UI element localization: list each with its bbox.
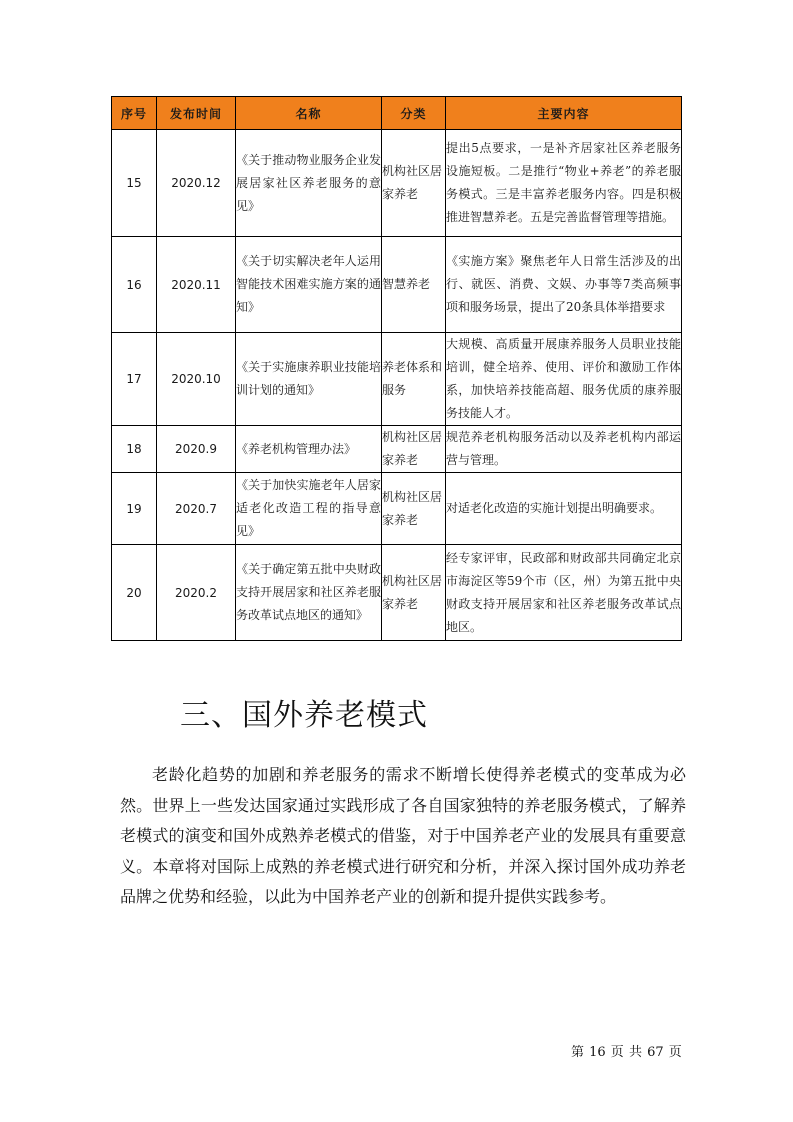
page-number-footer: 第 16 页 共 67 页 xyxy=(571,1045,682,1060)
row-date: 2020.10 xyxy=(157,333,236,426)
table-row xyxy=(112,333,682,426)
row-content: 对适老化改造的实施计划提出明确要求。 xyxy=(446,473,682,545)
row-content: 大规模、高质量开展康养服务人员职业技能培训，健全培养、使用、评价和激励工作体系，加快培养技能高超、服务优质的康养服务技能人才。 xyxy=(446,333,682,426)
row-name: 《关于确定第五批中央财政支持开展居家和社区养老服务改革试点地区的通知》 xyxy=(236,545,382,641)
table-row xyxy=(112,130,682,237)
row-date: 2020.12 xyxy=(157,130,236,237)
header-content: 主要内容 xyxy=(446,97,682,130)
row-date: 2020.11 xyxy=(157,237,236,333)
row-category: 养老体系和服务 xyxy=(382,333,446,426)
row-name: 《关于实施康养职业技能培训计划的通知》 xyxy=(236,333,382,426)
row-name: 《关于切实解决老年人运用智能技术困难实施方案的通知》 xyxy=(236,237,382,333)
header-category: 分类 xyxy=(382,97,446,130)
header-seq: 序号 xyxy=(112,97,157,130)
row-seq: 17 xyxy=(112,333,157,426)
policy-table xyxy=(111,96,682,641)
row-category: 机构社区居家养老 xyxy=(382,426,446,473)
row-seq: 18 xyxy=(112,426,157,473)
row-content: 规范养老机构服务活动以及养老机构内部运营与管理。 xyxy=(446,426,682,473)
row-seq: 15 xyxy=(112,130,157,237)
row-date: 2020.7 xyxy=(157,473,236,545)
row-content: 提出5点要求，一是补齐居家社区养老服务设施短板。二是推行“物业+养老”的养老服务模式。三是丰富养老服务内容。四是积极推进智慧养老。五是完善监督管理等措施。 xyxy=(446,130,682,237)
header-date: 发布时间 xyxy=(157,97,236,130)
row-seq: 20 xyxy=(112,545,157,641)
row-category: 机构社区居家养老 xyxy=(382,130,446,237)
row-content: 经专家评审，民政部和财政部共同确定北京市海淀区等59个市（区，州）为第五批中央财政支持开展居家和社区养老服务改革试点地区。 xyxy=(446,545,682,641)
body-paragraph: 老龄化趋势的加剧和养老服务的需求不断增长使得养老模式的变革成为必然。世界上一些发达国家通过实践形成了各自国家独特的养老服务模式，了解养老模式的演变和国外成熟养老模式的借鉴，对于中国养老产业的发展具有重要意义。本章将对国际上成熟的养老模式进行研究和分析，并深入探讨国外成功养老品牌之优势和经验，以此为中国养老产业的创新和提升提供实践参考。 xyxy=(120,765,686,906)
row-name: 《关于推动物业服务企业发展居家社区养老服务的意见》 xyxy=(236,130,382,237)
row-category: 智慧养老 xyxy=(382,237,446,333)
section-heading: 三、国外养老模式 xyxy=(180,698,428,733)
table-row xyxy=(112,426,682,473)
row-content: 《实施方案》聚焦老年人日常生活涉及的出行、就医、消费、文娱、办事等7类高频事项和服务场景，提出了20条具体举措要求 xyxy=(446,237,682,333)
row-date: 2020.9 xyxy=(157,426,236,473)
table-header-row xyxy=(112,97,682,130)
row-date: 2020.2 xyxy=(157,545,236,641)
row-category: 机构社区居家养老 xyxy=(382,545,446,641)
header-name: 名称 xyxy=(236,97,382,130)
table-row xyxy=(112,237,682,333)
row-seq: 19 xyxy=(112,473,157,545)
row-seq: 16 xyxy=(112,237,157,333)
table-row xyxy=(112,545,682,641)
row-category: 机构社区居家养老 xyxy=(382,473,446,545)
row-name: 《养老机构管理办法》 xyxy=(236,426,382,473)
table-row xyxy=(112,473,682,545)
row-name: 《关于加快实施老年人居家适老化改造工程的指导意见》 xyxy=(236,473,382,545)
